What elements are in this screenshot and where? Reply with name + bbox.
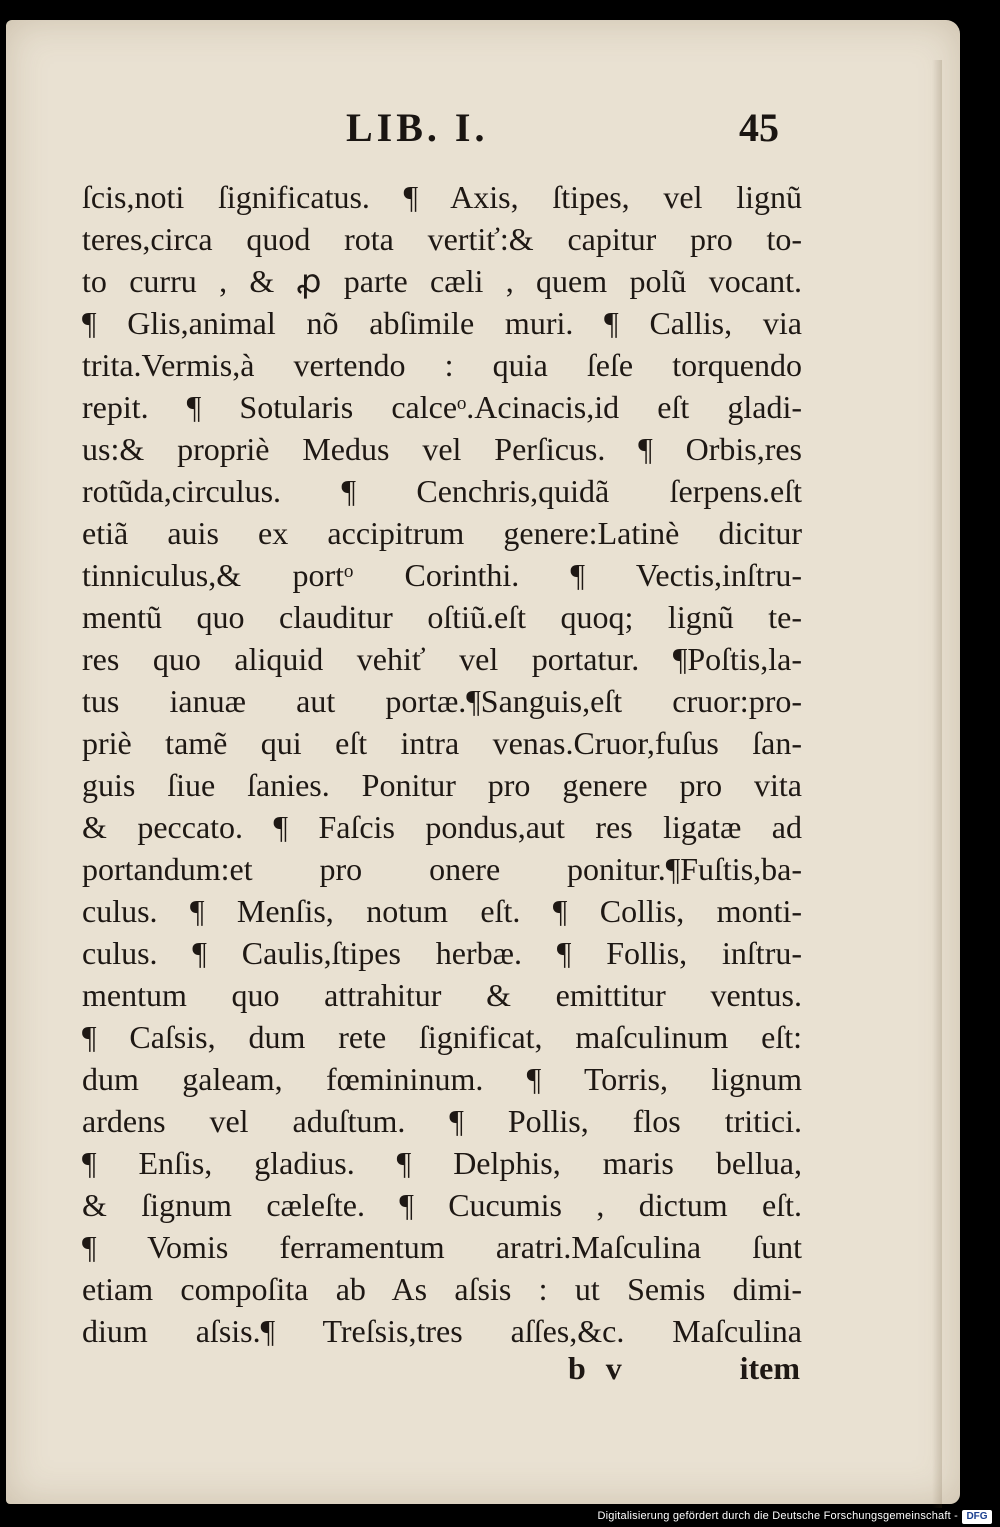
text-line: dium aſsis.¶ Treſsis,tres aſſes,&c. Maſculina [82,1313,802,1349]
text-line: dum galeam, fœmininum. ¶ Torris, lignum [82,1061,802,1097]
dfg-logo: DFG [962,1510,992,1524]
text-line: ¶ Glis,animal nõ abſimile muri. ¶ Callis, via [82,305,802,341]
page-number: 45 [739,105,779,150]
text-line: priè tamẽ qui eſt intra venas.Cruor,fuſus ſan- [82,725,802,761]
text-line: guis ſiue ſanies. Ponitur pro genere pro vita [82,767,802,803]
text-line: ¶ Caſsis, dum rete ſignificat, maſculinum eſt: [82,1019,802,1055]
text-line: res quo aliquid vehiť vel portatur. ¶Poſtis,la- [82,641,802,677]
text-line: culus. ¶ Caulis,ſtipes herbæ. ¶ Follis, inſtru- [82,935,802,971]
text-line: trita.Vermis,à vertendo : quia ſeſe torquendo [82,347,802,383]
text-line: ¶ Enſis, gladius. ¶ Delphis, maris bellua, [82,1145,802,1181]
text-line: mentũ quo clauditur oſtiũ.eſt quoq; lignũ te- [82,599,802,635]
digitization-footer [0,1508,1000,1527]
text-line: teres,circa quod rota vertiť:& capitur pro to- [82,221,802,257]
body-text [82,176,802,1352]
text-line: tus ianuæ aut portæ.¶Sanguis,eſt cruor:pro- [82,683,802,719]
text-line: ardens vel aduſtum. ¶ Pollis, flos tritici. [82,1103,802,1139]
page-header [6,104,960,164]
page-edge-shadow [932,60,942,1510]
text-line: etiã auis ex accipitrum genere:Latinè dicitur [82,515,802,551]
text-line: repit. ¶ Sotularis calceᵒ.Acinacis,id eſt gladi- [82,389,802,425]
text-line: mentum quo attrahitur & emittitur ventus. [82,977,802,1013]
catchword: item [739,1350,800,1386]
text-line: ſcis,noti ſignificatus. ¶ Axis, ſtipes, vel lignũ [82,179,802,215]
signature-mark: b v [568,1350,628,1386]
catchline [568,1350,800,1392]
funding-credit: Digitalisierung gefördert durch die Deutsche Forschungsgemeinschaft - [597,1510,958,1522]
running-head: LIB. I. [346,105,489,150]
text-line: & peccato. ¶ Faſcis pondus,aut res ligatæ ad [82,809,802,845]
text-line: & ſignum cæleſte. ¶ Cucumis , dictum eſt. [82,1187,802,1223]
text-line: rotũda,circulus. ¶ Cenchris,quidã ſerpens.eſt [82,473,802,509]
paper-page [6,20,960,1504]
text-line: etiam compoſita ab As aſsis : ut Semis dimi- [82,1271,802,1307]
text-line: ¶ Vomis ferramentum aratri.Maſculina ſunt [82,1229,802,1265]
text-line: portandum:et pro onere ponitur.¶Fuſtis,ba- [82,851,802,887]
text-line: culus. ¶ Menſis, notum eſt. ¶ Collis, monti- [82,893,802,929]
text-line: to curru , & ꝓ parte cæli , quem polũ vocant. [82,263,802,299]
text-line: us:& propriè Medus vel Perſicus. ¶ Orbis,res [82,431,802,467]
text-line: tinniculus,& portᵒ Corinthi. ¶ Vectis,inſtru- [82,557,802,593]
